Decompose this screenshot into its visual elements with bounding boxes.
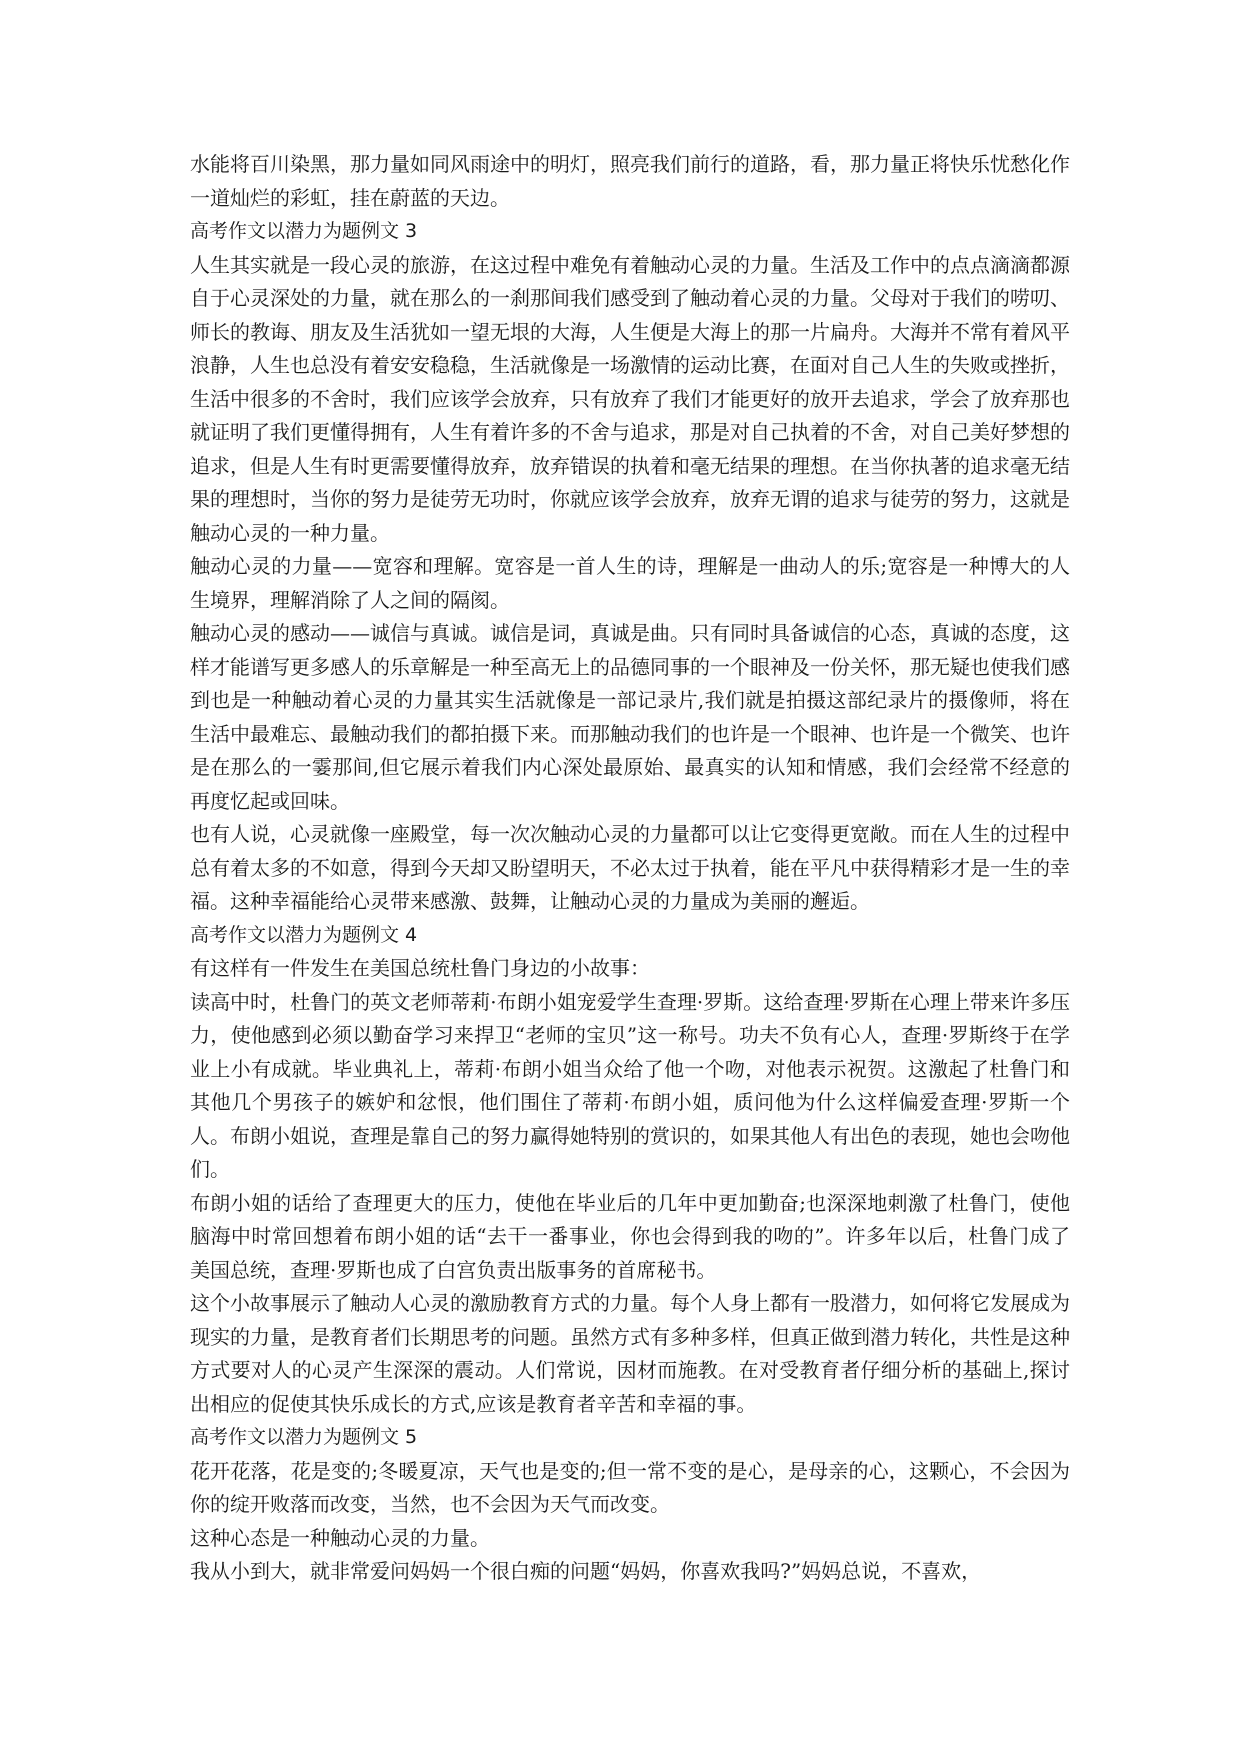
section-heading: 高考作文以潜力为题例文 5 <box>190 1426 418 1448</box>
paragraph: 读高中时，杜鲁门的英文老师蒂莉·布朗小姐宠爱学生查理·罗斯。这给查理·罗斯在心理上带来许多压力，使他感到必须以勤奋学习来捍卫“老师的宝贝”这一称号。功夫不负有心人，查理·罗斯终于在学业上小有成就。毕业典礼上，蒂莉·布朗小姐当众给了他一个吻，对他表示祝贺。这激起了杜鲁门和其他几个男孩子的嫉妒和忿恨，他们围住了蒂莉·布朗小姐，质问他为什么这样偏爱查理·罗斯一个人。布朗小姐说，查理是靠自己的努力赢得她特别的赏识的，如果其他人有出色的表现，她也会吻他们。 <box>190 989 1070 1181</box>
paragraph: 这个小故事展示了触动人心灵的激励教育方式的力量。每个人身上都有一股潜力，如何将它发展成为现实的力量，是教育者们长期思考的问题。虽然方式有多种多样，但真正做到潜力转化，共性是这种方式要对人的心灵产生深深的震动。人们常说，因材而施教。在对受教育者仔细分析的基础上,探讨出相应的促使其快乐成长的方式,应该是教育者辛苦和幸福的事。 <box>190 1291 1070 1416</box>
paragraph: 人生其实就是一段心灵的旅游，在这过程中难免有着触动心灵的力量。生活及工作中的点点滴滴都源自于心灵深处的力量，就在那么的一刹那间我们感受到了触动着心灵的力量。父母对于我们的唠叨、师长的教诲、朋友及生活犹如一望无垠的大海，人生便是大海上的那一片扁舟。大海并不常有着风平浪静，人生也总没有着安安稳稳，生活就像是一场激情的运动比赛，在面对自己人生的失败或挫折，生活中很多的不舍时，我们应该学会放弃，只有放弃了我们才能更好的放开去追求，学会了放弃那也就证明了我们更懂得拥有，人生有着许多的不舍与追求，那是对自己执着的不舍，对自己美好梦想的追求，但是人生有时更需要懂得放弃，放弃错误的执着和毫无结果的理想。在当你执著的追求毫无结果的理想时，当你的努力是徒劳无功时，你就应该学会放弃，放弃无谓的追求与徒劳的努力，这就是触动心灵的一种力量。 <box>190 252 1070 545</box>
paragraph: 触动心灵的感动——诚信与真诚。诚信是词，真诚是曲。只有同时具备诚信的心态，真诚的态度，这样才能谱写更多感人的乐章解是一种至高无上的品德同事的一个眼神及一份关怀，那无疑也使我们感到也是一种触动着心灵的力量其实生活就像是一部记录片,我们就是拍摄这部纪录片的摄像师，将在生活中最难忘、最触动我们的都拍摄下来。而那触动我们的也许是一个眼神、也许是一个微笑、也许是在那么的一霎那间,但它展示着我们内心深处最原始、最真实的认知和情感，我们会经常不经意的再度忆起或回味。 <box>190 621 1070 813</box>
paragraph: 这种心态是一种触动心灵的力量。 <box>190 1525 490 1550</box>
paragraph: 我从小到大，就非常爱问妈妈一个很白痴的问题“妈妈，你喜欢我吗?”妈妈总说，不喜欢， <box>190 1559 982 1583</box>
document-body <box>190 148 1070 1589</box>
section-heading: 高考作文以潜力为题例文 3 <box>190 220 418 242</box>
paragraph: 布朗小姐的话给了查理更大的压力，使他在毕业后的几年中更加勤奋;也深深地刺激了杜鲁门，使他脑海中时常回想着布朗小姐的话“去干一番事业，你也会得到我的吻的”。许多年以后，杜鲁门成了美国总统，查理·罗斯也成了白宫负责出版事务的首席秘书。 <box>190 1190 1070 1282</box>
paragraph: 花开花落，花是变的;冬暖夏凉，天气也是变的;但一常不变的是心，是母亲的心，这颗心，不会因为你的绽开败落而改变，当然，也不会因为天气而改变。 <box>190 1458 1070 1516</box>
paragraph: 水能将百川染黑，那力量如同风雨途中的明灯，照亮我们前行的道路，看，那力量正将快乐忧愁化作一道灿烂的彩虹，挂在蔚蓝的天边。 <box>190 152 1070 210</box>
paragraph: 有这样有一件发生在美国总统杜鲁门身边的小故事： <box>190 956 650 980</box>
paragraph: 也有人说，心灵就像一座殿堂，每一次次触动心灵的力量都可以让它变得更宽敞。而在人生的过程中总有着太多的不如意，得到今天却又盼望明天，不必太过于执着，能在平凡中获得精彩才是一生的幸福。这种幸福能给心灵带来感激、鼓舞，让触动心灵的力量成为美丽的邂逅。 <box>190 822 1070 913</box>
section-heading: 高考作文以潜力为题例文 4 <box>190 923 418 946</box>
paragraph: 触动心灵的力量——宽容和理解。宽容是一首人生的诗，理解是一曲动人的乐;宽容是一种博大的人生境界，理解消除了人之间的隔阂。 <box>190 554 1070 612</box>
